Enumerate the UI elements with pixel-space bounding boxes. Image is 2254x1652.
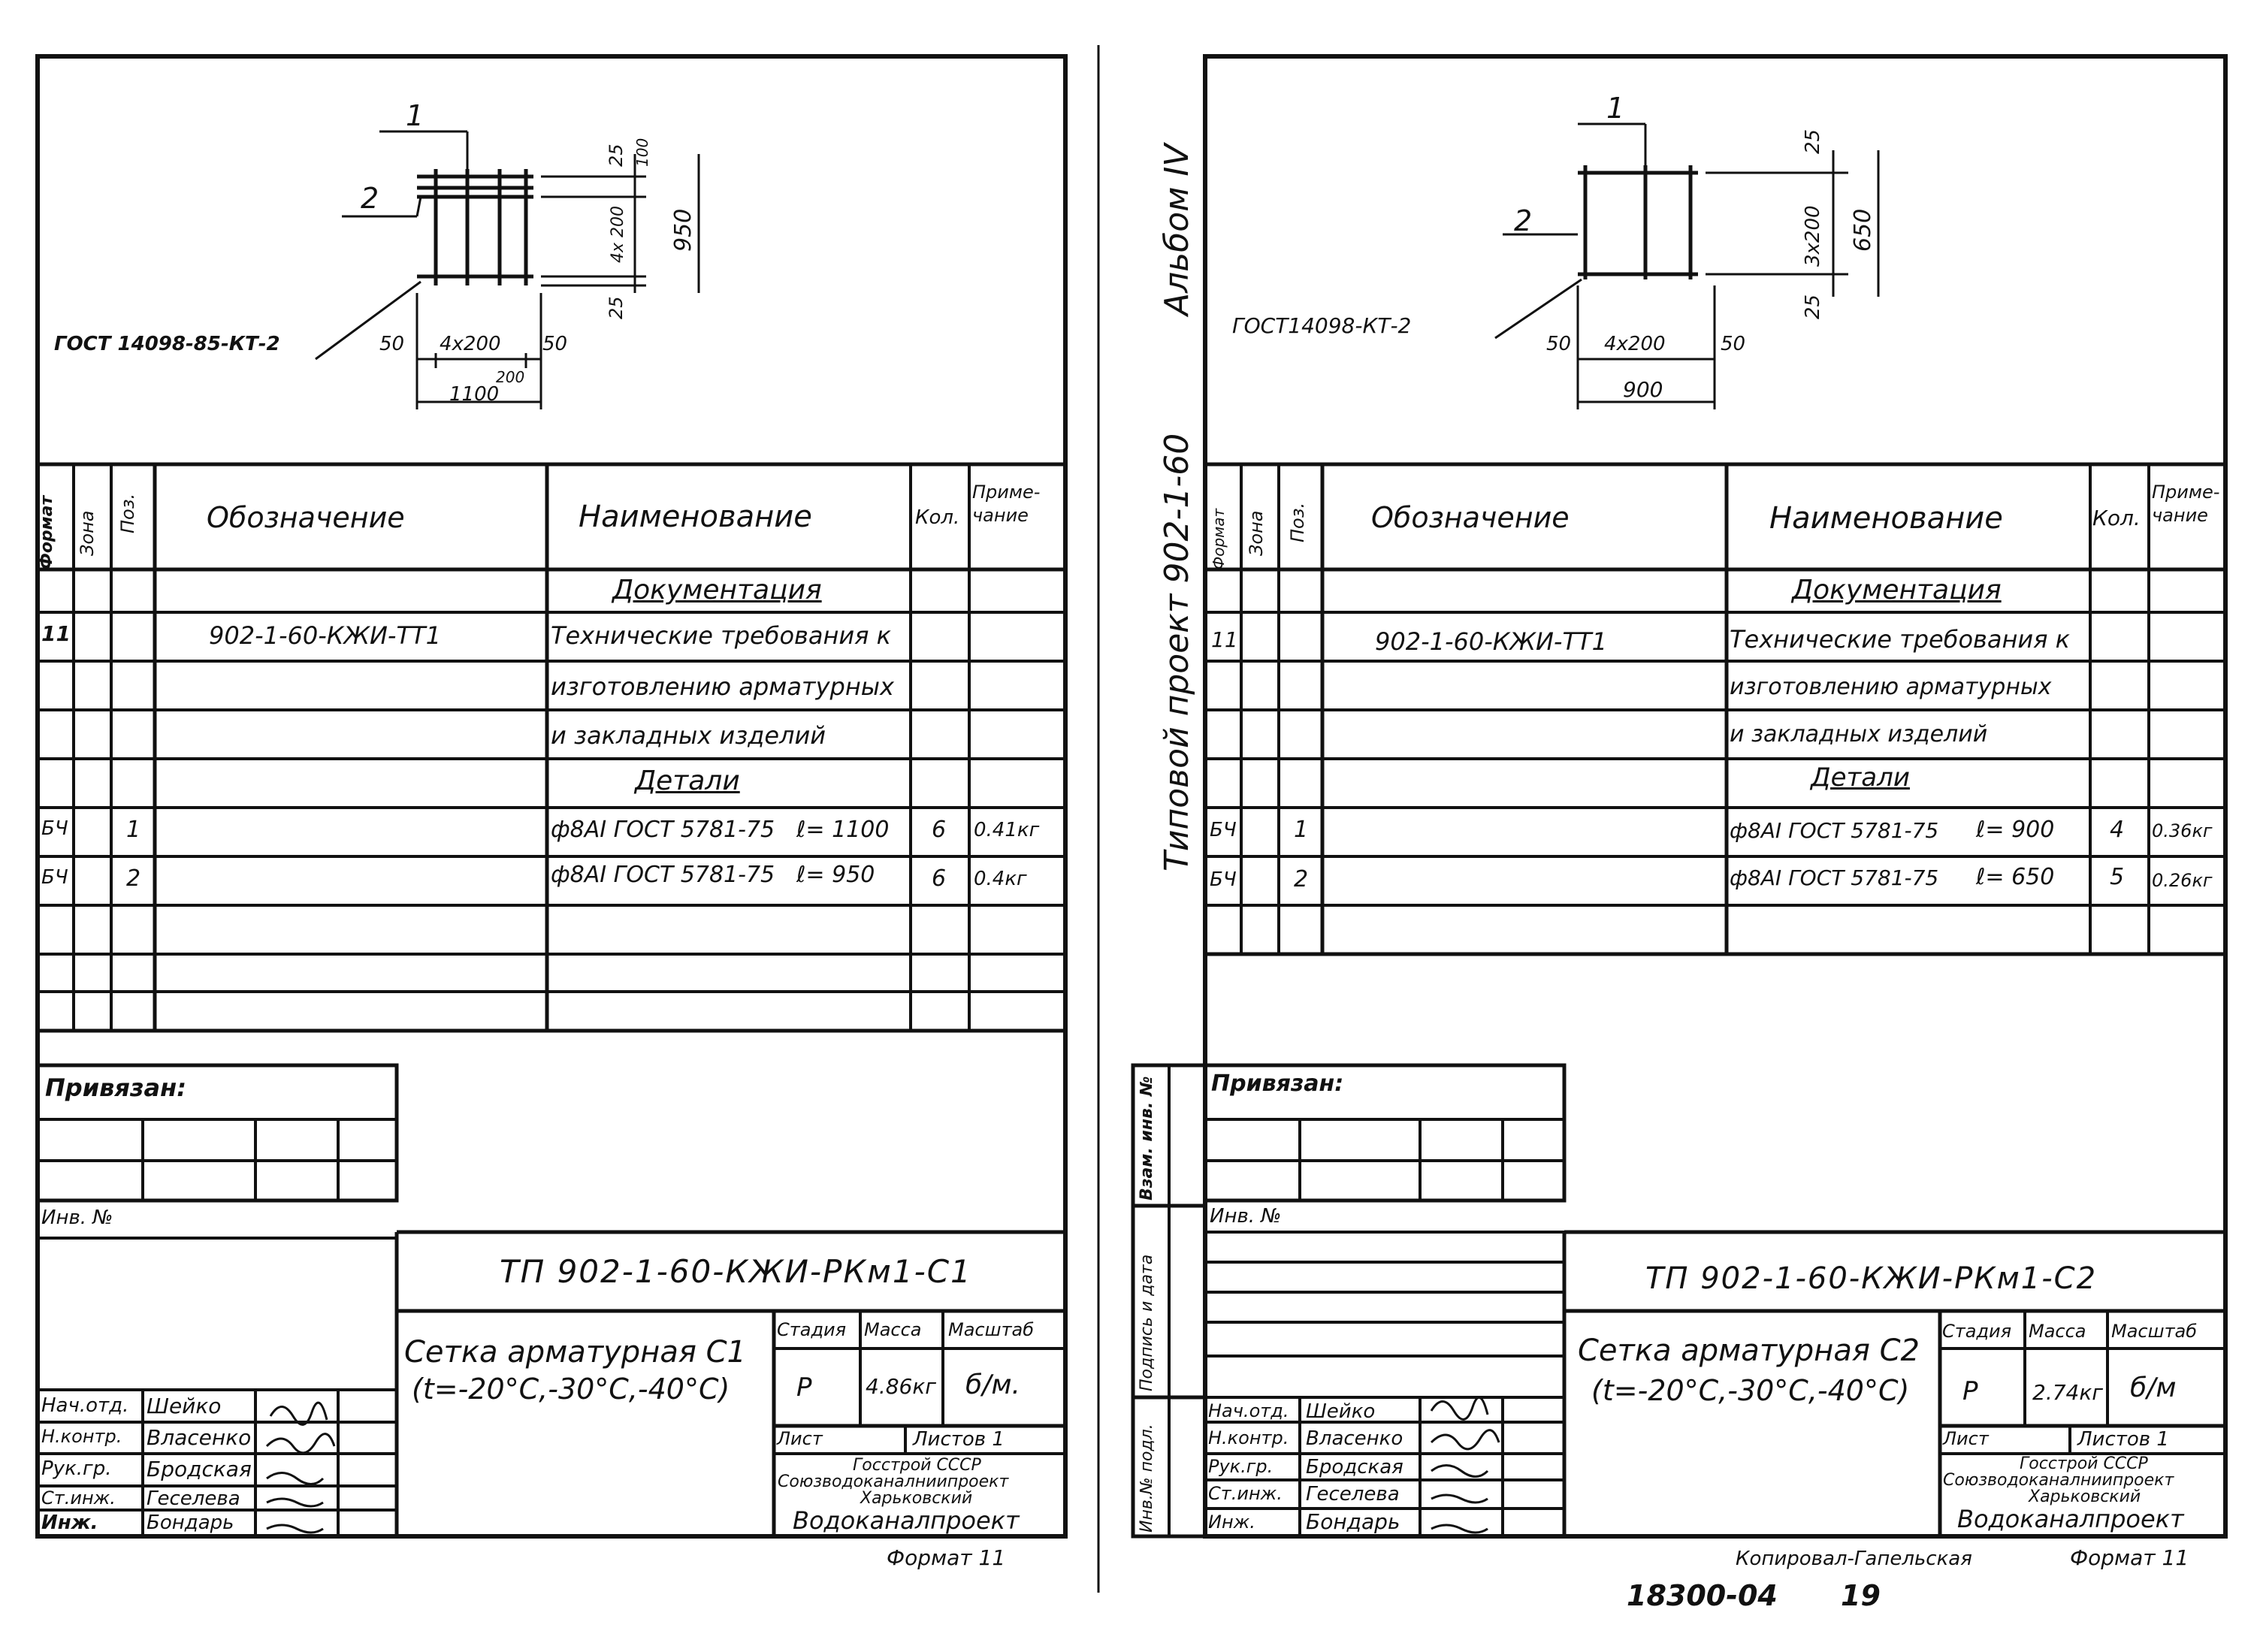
row-note: 0.4кг	[974, 868, 1027, 890]
row-length: ℓ= 900	[1976, 817, 2055, 843]
privyazan-label: Привязан:	[1211, 1071, 1344, 1097]
title-name-line-1: Сетка арматурная С1	[404, 1335, 746, 1370]
sheets-count: Листов 1	[2077, 1428, 2169, 1451]
mass-label: Масса	[2029, 1321, 2086, 1342]
section-details: Детали	[1811, 763, 1910, 793]
row-name: ф8АI ГОСТ 5781-75	[551, 817, 775, 843]
side-inventory-original: Инв.№ подл.	[1138, 1424, 1156, 1533]
doc-format: 11	[41, 621, 71, 646]
dimension-25-top: 25	[606, 143, 627, 167]
dimension-950: 950	[670, 208, 696, 252]
sheet-label: Лист	[1943, 1428, 1989, 1449]
header-qty: Кол.	[2092, 506, 2141, 530]
header-name: Наименование	[1769, 501, 2003, 536]
row-qty: 4	[2110, 817, 2125, 843]
dimension-span: 4x200	[1604, 333, 1666, 355]
staff-role: Ст.инж.	[41, 1487, 116, 1509]
title-name-line-2: (t=-20°С,-30°С,-40°С)	[412, 1373, 730, 1406]
row-qty: 6	[932, 817, 947, 843]
dimension-25-bottom: 25	[606, 296, 627, 319]
row-format: БЧ	[1210, 819, 1237, 841]
scale-value: б/м	[2130, 1373, 2177, 1403]
staff-role: Рук.гр.	[41, 1457, 112, 1480]
dimension-100: 100	[633, 137, 651, 167]
staff-name: Шейко	[147, 1394, 222, 1418]
title-name-line-1: Сетка арматурная С2	[1578, 1333, 1920, 1368]
dimension-650: 650	[1850, 208, 1876, 252]
dimension-25-bottom: 25	[1802, 294, 1824, 319]
staff-role: Нач.отд.	[1208, 1400, 1289, 1421]
row-pos: 1	[126, 817, 141, 843]
inventory-number-label: Инв. №	[41, 1207, 113, 1229]
header-note: Приме-чание	[972, 482, 1041, 527]
header-format: Формат	[1210, 508, 1228, 569]
organization-line-3: Харьковский	[860, 1489, 973, 1508]
dimension-right: 50	[542, 333, 568, 355]
organization-line-2: Союзводоканалниипроект	[778, 1472, 1009, 1491]
staff-name: Бондарь	[1306, 1509, 1400, 1534]
staff-name: Бондарь	[147, 1512, 234, 1534]
header-note: Приме-чание	[2152, 482, 2220, 527]
row-pos: 2	[126, 865, 141, 892]
row-length: ℓ= 950	[796, 862, 875, 888]
doc-format: 11	[1211, 627, 1238, 652]
header-format: Формат	[38, 495, 56, 569]
doc-code: 902-1-60-КЖИ-ТТ1	[1375, 627, 1607, 656]
doc-name-line-1: Технические требования к	[551, 621, 891, 650]
staff-name: Бродская	[1306, 1456, 1403, 1478]
section-documentation: Документация	[612, 575, 822, 606]
row-qty: 6	[932, 865, 947, 892]
staff-name: Власенко	[147, 1425, 252, 1450]
staff-role: Ст.инж.	[1208, 1483, 1283, 1504]
header-zone: Зона	[77, 510, 98, 556]
row-note: 0.26кг	[2152, 870, 2213, 891]
row-length: ℓ= 1100	[796, 817, 890, 843]
staff-role: Инж.	[1208, 1512, 1255, 1533]
row-format: БЧ	[41, 817, 68, 840]
doc-name-line-3: и закладных изделий	[551, 721, 826, 750]
dimension-right: 50	[1721, 333, 1746, 355]
row-note: 0.41кг	[974, 819, 1040, 841]
staff-role: Н.контр.	[41, 1426, 122, 1447]
staff-name: Шейко	[1306, 1400, 1376, 1423]
doc-name-line-1: Технические требования к	[1730, 625, 2070, 654]
position-2-label: 2	[1514, 204, 1533, 237]
sheets-count: Листов 1	[913, 1428, 1005, 1451]
row-name: ф8АI ГОСТ 5781-75	[1730, 865, 1939, 890]
stage-label: Стадия	[1942, 1321, 2012, 1342]
dimension-span: 4x200	[440, 333, 501, 355]
header-designation: Обозначение	[1371, 501, 1570, 534]
stage-label: Стадия	[777, 1319, 847, 1340]
header-name: Наименование	[579, 500, 812, 534]
scale-label: Масштаб	[948, 1319, 1035, 1340]
row-length: ℓ= 650	[1976, 864, 2055, 890]
organization-line-3: Харьковский	[2029, 1487, 2141, 1506]
organization-line-1: Госстрой СССР	[853, 1456, 981, 1475]
dimension-3x200: 3x200	[1802, 205, 1824, 267]
privyazan-label: Привязан:	[45, 1074, 186, 1102]
header-pos: Поз.	[1287, 502, 1308, 542]
staff-name: Власенко	[1306, 1427, 1403, 1450]
header-pos: Поз.	[117, 493, 138, 533]
row-format: БЧ	[1210, 868, 1237, 891]
format-label: Формат 11	[2070, 1545, 2189, 1570]
doc-name-line-3: и закладных изделий	[1730, 721, 1988, 747]
copied-by-label: Копировал-Гапельская	[1736, 1548, 1972, 1570]
dimension-total: 900	[1623, 377, 1663, 402]
section-documentation: Документация	[1792, 575, 2002, 606]
position-1-label: 1	[406, 99, 425, 132]
header-zone: Зона	[1246, 510, 1267, 556]
dimension-left: 50	[379, 333, 405, 355]
mass-value: 4.86кг	[866, 1374, 936, 1399]
mass-value: 2.74кг	[2032, 1380, 2103, 1405]
title-code: ТП 902-1-60-КЖИ-РКм1-С2	[1645, 1261, 2098, 1296]
staff-role: Н.контр.	[1208, 1427, 1289, 1448]
scale-value: б/м.	[965, 1370, 1020, 1400]
doc-name-line-2: изготовлению арматурных	[1730, 674, 2052, 700]
doc-name-line-2: изготовлению арматурных	[551, 672, 894, 701]
position-1-label: 1	[1606, 92, 1625, 125]
footer-code: 18300-04	[1627, 1579, 1778, 1612]
organization-line-1: Госстрой СССР	[2020, 1454, 2148, 1473]
staff-role: Инж.	[41, 1512, 98, 1534]
gost-reference: ГОСТ 14098-85-КТ-2	[54, 333, 280, 355]
stage-value: Р	[796, 1373, 812, 1403]
title-name-line-2: (t=-20°С,-30°С,-40°С)	[1591, 1374, 1910, 1407]
organization-line-4: Водоканалпроект	[793, 1506, 1020, 1535]
sheet-label: Лист	[777, 1428, 823, 1449]
staff-name: Бродская	[147, 1457, 252, 1481]
project-label: Типовой проект 902-1-60	[1158, 433, 1196, 871]
row-pos: 1	[1294, 817, 1309, 843]
organization-line-4: Водоканалпроект	[1957, 1505, 2184, 1533]
staff-name: Геселева	[147, 1487, 240, 1510]
album-label: Альбом IV	[1158, 143, 1196, 316]
dimension-4x200: 4x 200	[609, 205, 627, 263]
row-pos: 2	[1294, 866, 1309, 892]
staff-name: Геселева	[1306, 1483, 1400, 1506]
header-designation: Обозначение	[207, 501, 405, 534]
side-replaced-inventory: Взам. инв. №	[1138, 1076, 1156, 1200]
staff-role: Рук.гр.	[1208, 1456, 1274, 1477]
dimension-25-top: 25	[1802, 128, 1824, 154]
format-label: Формат 11	[887, 1545, 1006, 1570]
gost-reference: ГОСТ14098-КТ-2	[1232, 313, 1412, 338]
row-name: ф8АI ГОСТ 5781-75	[551, 862, 775, 888]
row-note: 0.36кг	[2152, 820, 2213, 841]
inventory-number-label: Инв. №	[1210, 1205, 1282, 1228]
dimension-200: 200	[496, 368, 525, 386]
scale-label: Масштаб	[2111, 1321, 2198, 1342]
organization-line-2: Союзводоканалниипроект	[1943, 1471, 2174, 1490]
page-number: 19	[1841, 1579, 1881, 1612]
row-format: БЧ	[41, 866, 68, 889]
row-name: ф8АI ГОСТ 5781-75	[1730, 818, 1939, 843]
staff-role: Нач.отд.	[41, 1394, 129, 1417]
mass-label: Масса	[864, 1319, 922, 1340]
title-code: ТП 902-1-60-КЖИ-РКм1-С1	[500, 1253, 972, 1290]
section-details: Детали	[635, 766, 740, 796]
header-qty: Кол.	[915, 506, 960, 529]
side-signature-date: Подпись и дата	[1138, 1254, 1156, 1391]
dimension-left: 50	[1546, 333, 1572, 355]
doc-code: 902-1-60-КЖИ-ТТ1	[209, 621, 441, 650]
position-2-label: 2	[361, 182, 379, 215]
stage-value: Р	[1962, 1376, 1978, 1406]
dimension-total: 1100	[449, 383, 500, 406]
row-qty: 5	[2110, 864, 2125, 890]
